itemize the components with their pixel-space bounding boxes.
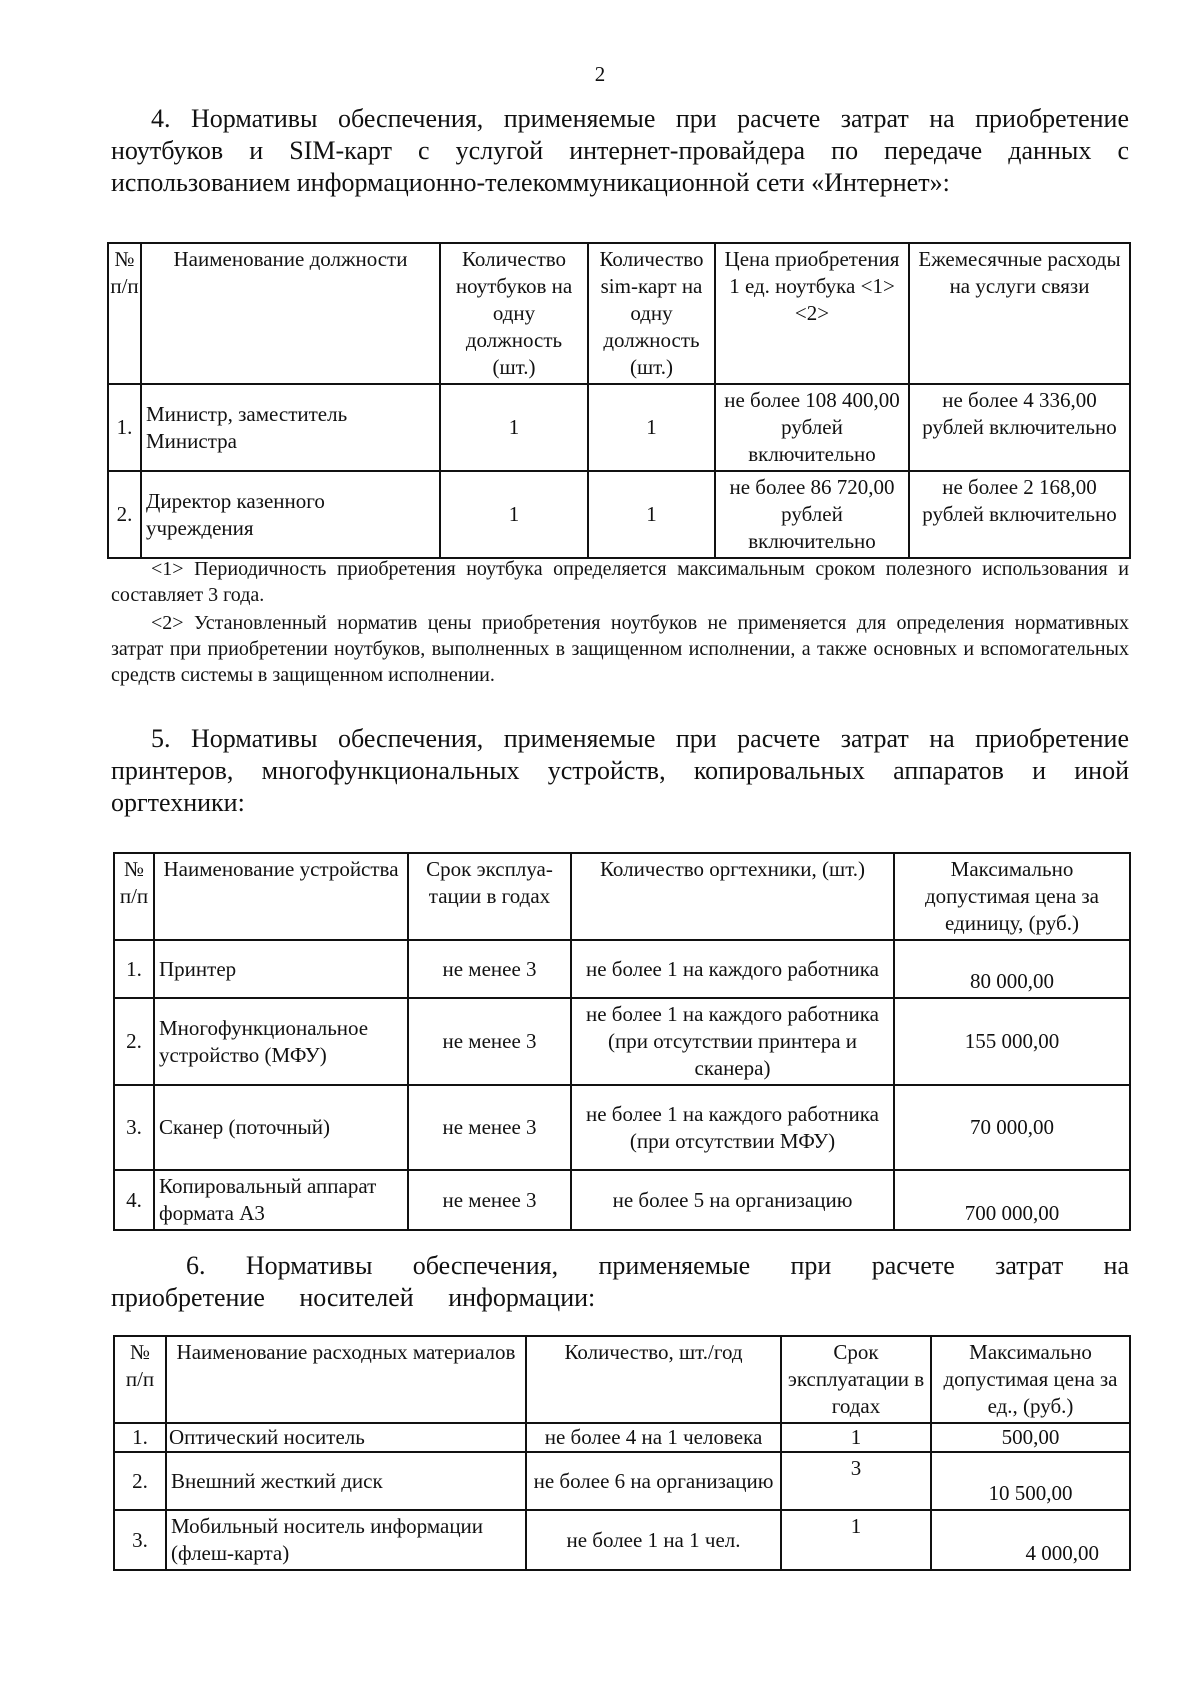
equipment-quantity: не более 1 на каждого работника (при отсутствии принтера и сканера) (571, 998, 894, 1085)
footnote-2: <2> Установленный норматив цены приобретения ноутбуков не применяется для определения нормативных затрат при приобретении ноутбуков, выполненных в защищенном исполнении, а также основных и вспомогательных средств системы в защищенном исполнении. (111, 612, 1129, 686)
position-name: Директор казенного учреждения (141, 471, 440, 558)
col-header-num: № п/п (114, 1336, 166, 1423)
row-number: 1. (114, 940, 154, 998)
table-row (114, 1510, 1130, 1570)
page-number: 2 (594, 62, 606, 86)
monthly-cost: не более 4 336,00 рублей включительно (909, 384, 1130, 471)
max-price: 10 500,00 (931, 1452, 1130, 1510)
col-header-quantity: Количество оргтехники, (шт.) (571, 853, 894, 940)
section5-heading: 5. Нормативы обеспечения, применяемые при расчете затрат на приобретение принтеров, многофункциональных устройств, копировальных аппаратов и иной оргтехники: (111, 724, 1129, 817)
office-equipment-table (113, 852, 1131, 1231)
col-header-quantity: Количество, шт./год (526, 1336, 781, 1423)
laptop-count: 1 (440, 384, 588, 471)
max-price: 700 000,00 (894, 1170, 1130, 1230)
col-header-term: Срок эксплуа-тации в годах (408, 853, 571, 940)
col-header-max-price: Максимально допустимая цена за единицу, (руб.) (894, 853, 1130, 940)
col-header-term: Срок эксплуатации в годах (781, 1336, 931, 1423)
service-term: не менее 3 (408, 1170, 571, 1230)
laptop-count: 1 (440, 471, 588, 558)
material-quantity: не более 4 на 1 человека (526, 1423, 781, 1452)
material-name: Мобильный носитель информации (флеш-карта) (166, 1510, 526, 1570)
sim-count: 1 (588, 384, 715, 471)
col-header-position: Наименование должности (141, 243, 440, 384)
col-header-material: Наименование расходных материалов (166, 1336, 526, 1423)
max-price: 80 000,00 (894, 940, 1130, 998)
storage-media-table (113, 1335, 1131, 1571)
table-row (114, 1085, 1130, 1170)
service-term: 1 (781, 1423, 931, 1452)
device-name: Сканер (поточный) (154, 1085, 408, 1170)
laptops-table (107, 242, 1131, 559)
table-row (114, 998, 1130, 1085)
material-name: Оптический носитель (166, 1423, 526, 1452)
row-number: 1. (114, 1423, 166, 1452)
col-header-max-price: Максимально допустимая цена за ед., (руб.) (931, 1336, 1130, 1423)
col-header-monthly: Ежемесячные расходы на услуги связи (909, 243, 1130, 384)
laptop-price: не более 86 720,00 рублей включительно (715, 471, 909, 558)
max-price: 155 000,00 (894, 998, 1130, 1085)
col-header-laptop-price: Цена приобретения 1 ед. ноутбука <1> <2> (715, 243, 909, 384)
row-number: 2. (108, 471, 141, 558)
section6-heading: 6. Нормативы обеспечения, применяемые при расчете затрат на приобретение носителей информации: (111, 1251, 1129, 1312)
service-term: не менее 3 (408, 940, 571, 998)
table-row (114, 940, 1130, 998)
row-number: 3. (114, 1085, 154, 1170)
table-row (114, 1170, 1130, 1230)
section4-heading: 4. Нормативы обеспечения, применяемые при расчете затрат на приобретение ноутбуков и SIM-карт с услугой интернет-провайдера по передаче данных с использованием информационно-телекоммуникационной сети «Интернет»: (111, 104, 1129, 197)
row-number: 4. (114, 1170, 154, 1230)
material-name: Внешний жесткий диск (166, 1452, 526, 1510)
equipment-quantity: не более 1 на каждого работника (571, 940, 894, 998)
service-term: не менее 3 (408, 1085, 571, 1170)
row-number: 2. (114, 1452, 166, 1510)
row-number: 3. (114, 1510, 166, 1570)
material-quantity: не более 6 на организацию (526, 1452, 781, 1510)
row-number: 2. (114, 998, 154, 1085)
laptop-price: не более 108 400,00 рублей включительно (715, 384, 909, 471)
row-number: 1. (108, 384, 141, 471)
table-row (108, 384, 1130, 471)
table-row (114, 1423, 1130, 1452)
table-row (114, 1452, 1130, 1510)
footnote-1: <1> Периодичность приобретения ноутбука определяется максимальным сроком полезного использования и составляет 3 года. (111, 558, 1129, 606)
device-name: Многофункциональное устройство (МФУ) (154, 998, 408, 1085)
sim-count: 1 (588, 471, 715, 558)
col-header-sims: Количество sim-карт на одну должность (шт.) (588, 243, 715, 384)
material-quantity: не более 1 на 1 чел. (526, 1510, 781, 1570)
col-header-device: Наименование устройства (154, 853, 408, 940)
col-header-laptops: Количество ноутбуков на одну должность (шт.) (440, 243, 588, 384)
max-price: 70 000,00 (894, 1085, 1130, 1170)
monthly-cost: не более 2 168,00 рублей включительно (909, 471, 1130, 558)
position-name: Министр, заместитель Министра (141, 384, 440, 471)
max-price: 4 000,00 (931, 1510, 1130, 1570)
device-name: Принтер (154, 940, 408, 998)
service-term: 3 (781, 1452, 931, 1510)
col-header-num: № п/п (108, 243, 141, 384)
col-header-num: № п/п (114, 853, 154, 940)
service-term: не менее 3 (408, 998, 571, 1085)
equipment-quantity: не более 5 на организацию (571, 1170, 894, 1230)
equipment-quantity: не более 1 на каждого работника (при отсутствии МФУ) (571, 1085, 894, 1170)
max-price: 500,00 (931, 1423, 1130, 1452)
device-name: Копировальный аппарат формата А3 (154, 1170, 408, 1230)
service-term: 1 (781, 1510, 931, 1570)
table-row (108, 471, 1130, 558)
